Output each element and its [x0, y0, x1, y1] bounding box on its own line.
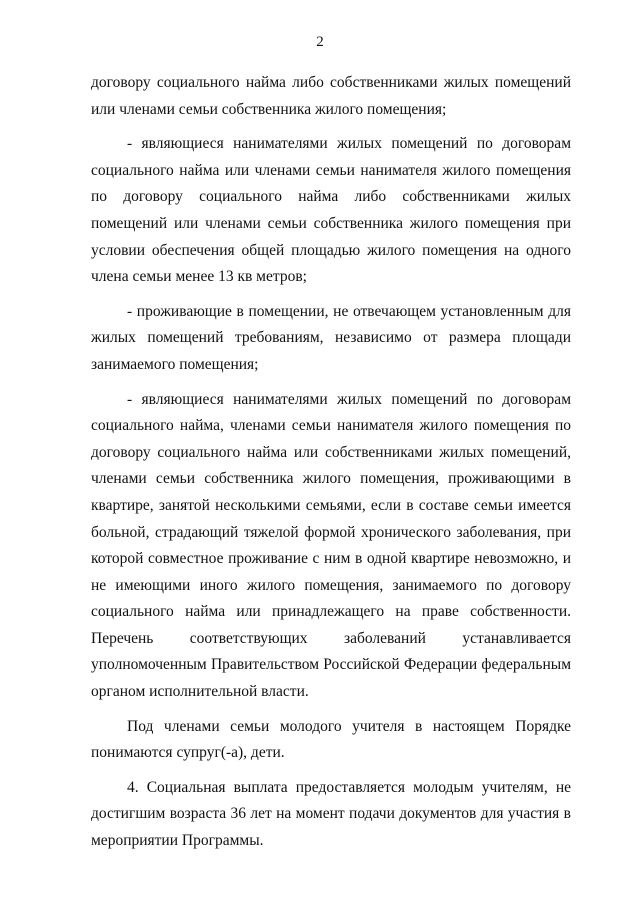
paragraph-unfit-housing: - проживающие в помещении, не отвечающем установленным для жилых помещений требованиям, независимо от размера площади занимаемого помещения; — [91, 302, 571, 373]
paragraph-continuation: договору социального найма либо собственниками жилых помещений или членами семьи собственника жилого помещения; — [91, 74, 571, 118]
document-body — [91, 70, 571, 855]
paragraph-shared-apartment: - являющиеся нанимателями жилых помещений по договорам социального найма, членами семьи нанимателя жилого помещения по договору социального найма или собственниками жилых помещений, членами семьи собственника жилого помещения, проживающими в квартире, занятой несколькими семьями, если в составе семьи имеется больной, страдающий тяжелой формой хронического заболевания, при которой совместное проживание с ним в одной квартире невозможно, и не имеющими иного жилого помещения, занимаемого по договору социального найма или принадлежащего на праве собственности. Перечень соответствующих заболеваний устанавливается уполномоченным Правительством Российской Федерации федеральным органом исполнительной власти. — [91, 390, 571, 701]
paragraph-social-payment: 4. Социальная выплата предоставляется молодым учителям, не достигшим возраста 36 лет на момент подачи документов для участия в мероприятии Программы. — [91, 778, 571, 850]
paragraph-family-members: Под членами семьи молодого учителя в настоящем Порядке понимаются супруг(-а), дети. — [91, 717, 571, 762]
page-number: 2 — [316, 34, 324, 50]
paragraph-tenants-area: - являющиеся нанимателями жилых помещений по договорам социального найма или членами семьи нанимателя жилого помещения по договору социального найма либо собственниками жилых помещений или членами семьи собственника жилого помещения при условии обеспечения общей площадью жилого помещения на одного члена семьи менее 13 кв метров; — [91, 135, 571, 286]
